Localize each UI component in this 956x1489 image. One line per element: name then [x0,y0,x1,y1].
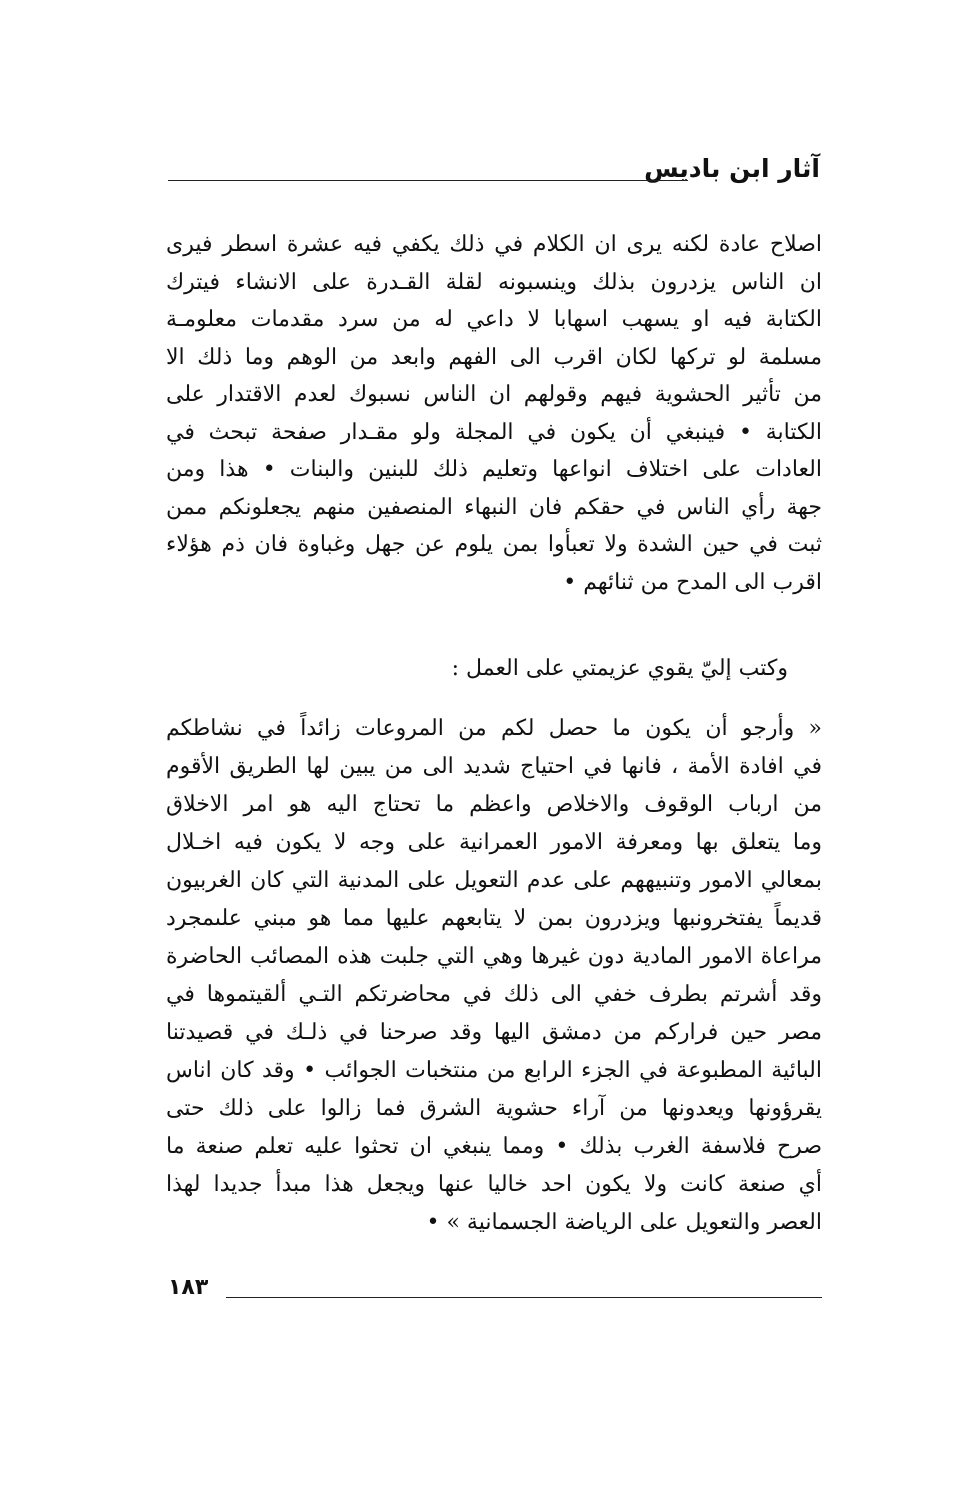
page-number: ١٨٣ [168,1275,209,1300]
book-title: آثار ابن باديس [644,154,820,183]
paragraph-1 [166,226,822,601]
text-line: الكتابة • فينبغي أن يكون في المجلة ولو مقـدار صفحة تبحث في [166,419,822,445]
text-line: وقد أشرتم بطرف خفي الى ذلك في محاضرتكم التـي ألقيتموها في [166,982,822,1007]
text-line: ان الناس يزدرون بذلك وينسبونه لقلة القـدرة على الانشاء فيترك [166,269,822,295]
text-line: ثبت في حين الشدة ولا تعبأوا بمن يلوم عن جهل وغباوة فان ذم هؤلاء [166,532,822,557]
text-line: قديماً يفتخرونبها ويزدرون بمن لا يتابعهم عليها مما هو مبني علىمجرد [166,906,822,931]
text-line: البائية المطبوعة في الجزء الرابع من منتخبات الجوائب • وقد كان اناس [166,1058,822,1083]
text-line: مصر حين فراركم من دمشق اليها وقد صرحنا في ذلـك في قصيدتنا [166,1020,822,1045]
text-line: صرح فلاسفة الغرب بذلك • ومما ينبغي ان تحثوا عليه تعلم صنعة ما [166,1134,822,1159]
header-rule [168,180,688,181]
page-footer [166,1275,822,1315]
text-line: العصر والتعويل على الرياضة الجسمانية » • [426,1210,822,1235]
paragraph-2 [166,650,822,688]
text-line: من ارباب الوقوف والاخلاص واعظم ما تحتاج اليه هو امر الاخلاق [166,792,822,817]
text-line: من تأثير الحشوية فيهم وقولهم ان الناس نسبوك لعدم الاقتدار على [166,382,822,407]
text-line: الكتابة فيه او يسهب اسهابا لا داعي له من سرد مقدمات معلومـة [166,307,822,332]
text-line: مسلمة لو تركها لكان اقرب الى الفهم وابعد من الوهم وما ذلك الا [166,344,822,370]
text-line: مراعاة الامور المادية دون غيرها وهي التي جلبت هذه المصائب الحاضرة [166,944,822,969]
text-line: اقرب الى المدح من ثنائهم • [563,569,822,595]
text-line: وكتب إليّ يقوي عزيمتي على العمل : [451,656,788,681]
text-line: في افادة الأمة ، فانها في احتياج شديد الى من يبين لها الطريق الأقوم [166,754,822,779]
text-line: « وأرجو أن يكون ما حصل لكم من المروعات زائداً في نشاطكم [166,716,822,741]
paragraph-3-quote [166,710,822,1242]
text-line: يقرؤونها ويعدونها من آراء حشوية الشرق فما زالوا على ذلك حتى [166,1096,822,1121]
footer-rule [226,1297,822,1298]
text-line: اصلاح عادة لكنه يرى ان الكلام في ذلك يكفي فيه عشرة اسطر فيرى [166,232,822,257]
text-line: العادات على اختلاف انواعها وتعليم ذلك للبنين والبنات • هذا ومن [166,457,822,482]
text-line: جهة رأي الناس في حقكم فان النبهاء المنصفين منهم يجعلونكم ممن [166,494,822,520]
running-header [168,150,820,190]
text-line: وما يتعلق بها ومعرفة الامور العمرانية على وجه لا يكون فيه اخـلال [166,830,822,855]
text-line: بمعالي الامور وتنبيههم على عدم التعويل على المدنية التي كان الغربيون [166,868,822,893]
text-line: أي صنعة كانت ولا يكون احد خاليا عنها ويجعل هذا مبدأ جديدا لهذا [166,1172,822,1197]
